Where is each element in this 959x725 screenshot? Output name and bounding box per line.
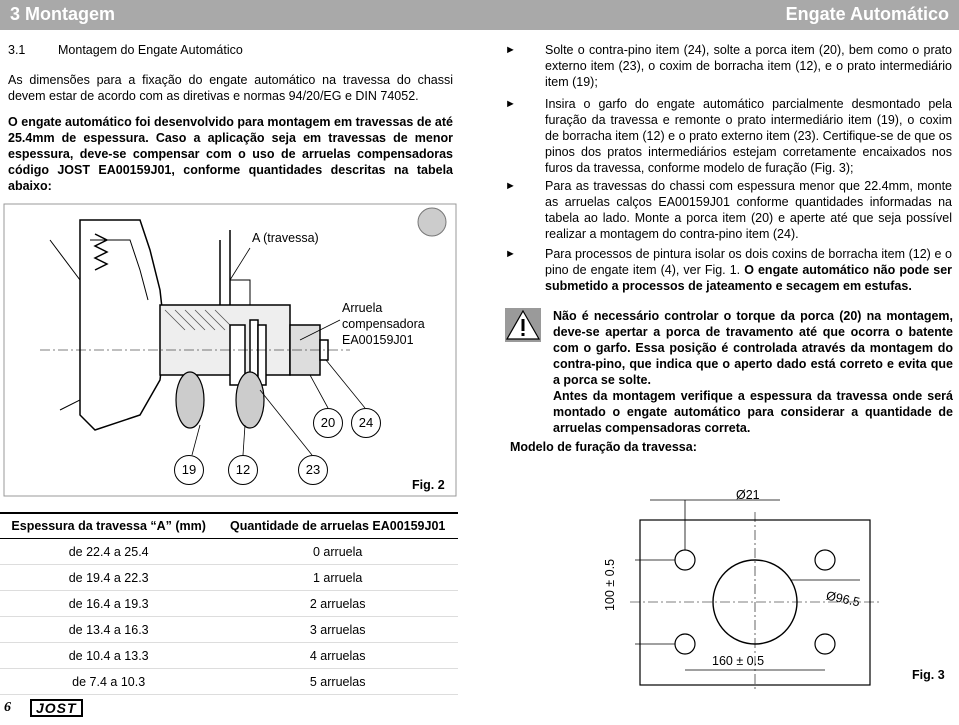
painting-warning: O engate automático não pode ser submetido a processos de jateamento e secagem em estufas. bbox=[545, 263, 953, 293]
page-number: 6 bbox=[4, 700, 11, 715]
list-item-text bbox=[545, 246, 952, 294]
table-row bbox=[0, 539, 458, 565]
assembly-drawing bbox=[0, 200, 460, 500]
bullet-arrow-icon: ► bbox=[505, 44, 516, 56]
large-hole-diameter: Ø96.5 bbox=[824, 588, 862, 610]
warning-icon bbox=[505, 308, 541, 342]
quantity-cell: 4 arruelas bbox=[217, 643, 458, 669]
drilling-pattern-title: Modelo de furação da travessa: bbox=[510, 440, 697, 454]
product-title: Engate Automático bbox=[785, 4, 949, 24]
list-item-text: Solte o contra-pino item (24), solte a porca item (20), bem como o prato externo item (23), o coxim de borracha item (12), e o prato intermediário item (19); bbox=[545, 43, 952, 89]
header-bar bbox=[0, 0, 959, 30]
quantity-cell: 2 arruelas bbox=[217, 591, 458, 617]
small-hole-diameter: Ø21 bbox=[736, 488, 760, 502]
thickness-cell: de 16.4 a 19.3 bbox=[0, 591, 217, 617]
thickness-cell: de 22.4 a 25.4 bbox=[0, 539, 217, 565]
intro-paragraph: As dimensões para a fixação do engate automático na travessa do chassi devem estar de acordo com as diretivas e normas 94/20/EG e DIN 74052. bbox=[8, 73, 453, 103]
table-header-row bbox=[0, 513, 458, 539]
table-row bbox=[0, 565, 458, 591]
quantity-cell: 3 arruelas bbox=[217, 617, 458, 643]
item-callout-23: 23 bbox=[298, 455, 328, 485]
chapter-title: 3 Montagem bbox=[10, 4, 116, 24]
washer-table bbox=[0, 512, 458, 695]
section-heading bbox=[8, 42, 453, 58]
thickness-statement: O engate automático foi desenvolvido para montagem em travessas de até 25.4mm de espessura. bbox=[8, 115, 453, 145]
bullet-arrow-icon: ► bbox=[505, 248, 516, 260]
table-row bbox=[0, 617, 458, 643]
thickness-cell: de 19.4 a 22.3 bbox=[0, 565, 217, 591]
assembly-drawing-svg bbox=[0, 200, 460, 500]
table-row bbox=[0, 669, 458, 695]
section-title: Montagem do Engate Automático bbox=[58, 43, 243, 57]
thickness-cell: de 13.4 a 16.3 bbox=[0, 617, 217, 643]
column-header-thickness: Espessura da travessa “A” (mm) bbox=[0, 513, 217, 539]
quantity-cell: 1 arruela bbox=[217, 565, 458, 591]
jost-logo: JOST bbox=[30, 699, 83, 717]
vertical-spacing: 100 ± 0.5 bbox=[603, 558, 618, 612]
crossbar-label: A (travessa) bbox=[252, 231, 319, 245]
washer-label: Arruela compensadora EA00159J01 bbox=[342, 301, 425, 347]
warning-text: Não é necessário controlar o torque da porca (20) na montagem, deve-se apertar a porca de travamento até que ocorra o batente com o garfo. Essa posição é controlada através da montagem do contra-pino, que indica que o aperto dado está correto e evita que a porca se solte. Antes da montagem verifique a espessura da travessa onde será montado o engate automático para considerar a quantidade de arruelas compensadoras correta. bbox=[553, 309, 953, 435]
fig3-caption: Fig. 3 bbox=[912, 668, 945, 682]
item-callout-20: 20 bbox=[313, 408, 343, 438]
column-header-quantity: Quantidade de arruelas EA00159J01 bbox=[217, 513, 458, 539]
section-number: 3.1 bbox=[8, 43, 26, 57]
bullet-arrow-icon: ► bbox=[505, 98, 516, 110]
quantity-cell: 0 arruela bbox=[217, 539, 458, 565]
table-row bbox=[0, 591, 458, 617]
bullet-arrow-icon: ► bbox=[505, 180, 516, 192]
list-item-text: Insira o garfo do engate automático parcialmente desmontado pela furação da travessa e remonte o prato intermediário item (19), o coxim de borracha item (12) e o prato externo item (23). Certifique-se de que os pinos dos pratos intermediários estejam corretamente encaixados nos furos da travessa, conforme modelo de furação (Fig. 3); bbox=[545, 97, 952, 175]
table-row bbox=[0, 643, 458, 669]
item-callout-19: 19 bbox=[174, 455, 204, 485]
list-item-text: Para as travessas do chassi com espessura menor que 22.4mm, monte as arruelas calços EA00159J01 conforme quantidades informadas na tabela ao lado. Monte a porca item (20) e aperte até que seja possível realizar a montagem do contra-pino item (24). bbox=[545, 179, 952, 241]
horizontal-spacing: 160 ± 0.5 bbox=[712, 654, 765, 668]
drilling-pattern-drawing bbox=[500, 470, 959, 720]
item-callout-12: 12 bbox=[228, 455, 258, 485]
quantity-cell: 5 arruelas bbox=[217, 669, 458, 695]
thickness-instructions: Caso a aplicação seja em travessas de menor espessura, deve-se compensar com o uso de arruelas compensadoras código JOST EA00159J01, conforme quantidades descritas na tabela abaixo: bbox=[8, 131, 453, 193]
drilling-pattern-svg bbox=[500, 470, 959, 720]
thickness-paragraph bbox=[8, 114, 453, 194]
item-callout-24: 24 bbox=[351, 408, 381, 438]
painting-note: Para processos de pintura isolar os dois coxins de borracha item (12) e o pino de engate item (4), ver Fig. 1. bbox=[545, 247, 952, 277]
thickness-cell: de 7.4 a 10.3 bbox=[0, 669, 217, 695]
fig2-caption: Fig. 2 bbox=[412, 478, 445, 492]
thickness-cell: de 10.4 a 13.3 bbox=[0, 643, 217, 669]
